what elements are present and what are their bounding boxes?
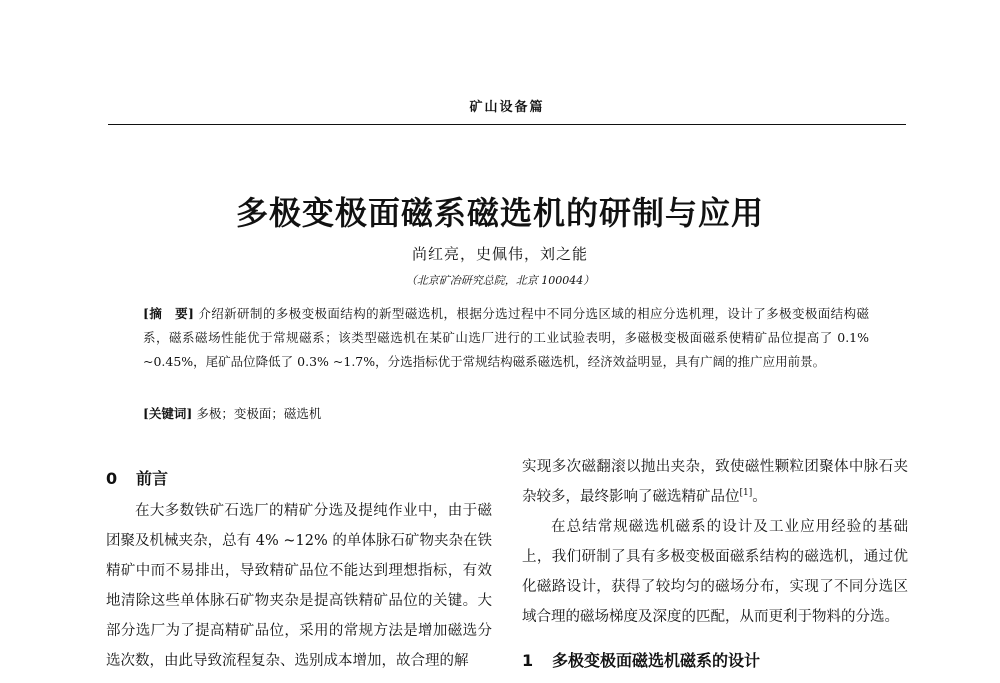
journal-section-header: 矿山设备篇 [469,100,545,115]
keywords-text: 多极；变极面；磁选机 [196,406,322,421]
section-number: 1 [522,651,534,670]
abstract-text: 介绍新研制的多极变极面结构的新型磁选机，根据分选过程中不同分选区域的相应分选机理，设计了多极变极面结构磁系，磁系磁场性能优于常规磁系；该类型磁选机在某矿山选厂进行的工业试验表明，多磁极变极面磁系使精矿品位提高了 0.1% ~0.45%，尾矿品位降低了 0.3% ~1.7%，分选指标优于常规结构磁系磁选机，经济效益明显，具有广阔的推广应用前景。 [143,306,869,369]
paragraph: 在总结常规磁选机磁系的设计及工业应用经验的基础上，我们研制了具有多极变极面磁系结构的磁选机，通过优化磁路设计，获得了较均匀的磁场分布，实现了不同分选区域合理的磁场梯度及深度的匹配，从而更利于物料的分选。 [522,519,908,625]
citation-ref: [1] [739,488,753,499]
paragraph-end: 。 [752,489,767,505]
section-heading-introduction [106,462,492,496]
section-number: 0 [106,469,118,488]
section-title: 多极变极面磁选机磁系的设计 [552,651,761,670]
right-column [522,452,908,678]
header-divider [108,124,906,125]
paragraph-text: 实现多次磁翻滚以抛出夹杂，致使磁性颗粒团聚体中脉石夹杂较多，最终影响了磁选精矿品位 [522,459,908,505]
abstract-label: [摘 要] [143,306,194,321]
section-title: 前言 [136,469,169,488]
keywords [143,402,869,426]
left-column [106,462,492,676]
paragraph: 在大多数铁矿石选厂的精矿分选及提纯作业中，由于磁团聚及机械夹杂，总有 4% ~12% 的单体脉石矿物夹杂在铁精矿中而不易排出，导致精矿品位不能达到理想指标，有效地清除这些单体脉石矿物夹杂是提高铁精矿品位的关键。大部分选厂为了提高精矿品位，采用的常规方法是增加磁选分选次数，由此导致流程复杂、选别成本增加，故合理的解 [106,503,492,669]
keywords-label: [关键词] [143,406,193,421]
abstract [143,302,869,374]
article-title: 多极变极面磁系磁选机的研制与应用 [235,194,764,232]
article-authors: 尚红亮，史佩伟，刘之能 [411,245,588,263]
section-heading-design [522,644,908,678]
article-affiliation: （北京矿冶研究总院，北京 100044） [405,274,595,287]
paragraph-continued [522,452,908,512]
